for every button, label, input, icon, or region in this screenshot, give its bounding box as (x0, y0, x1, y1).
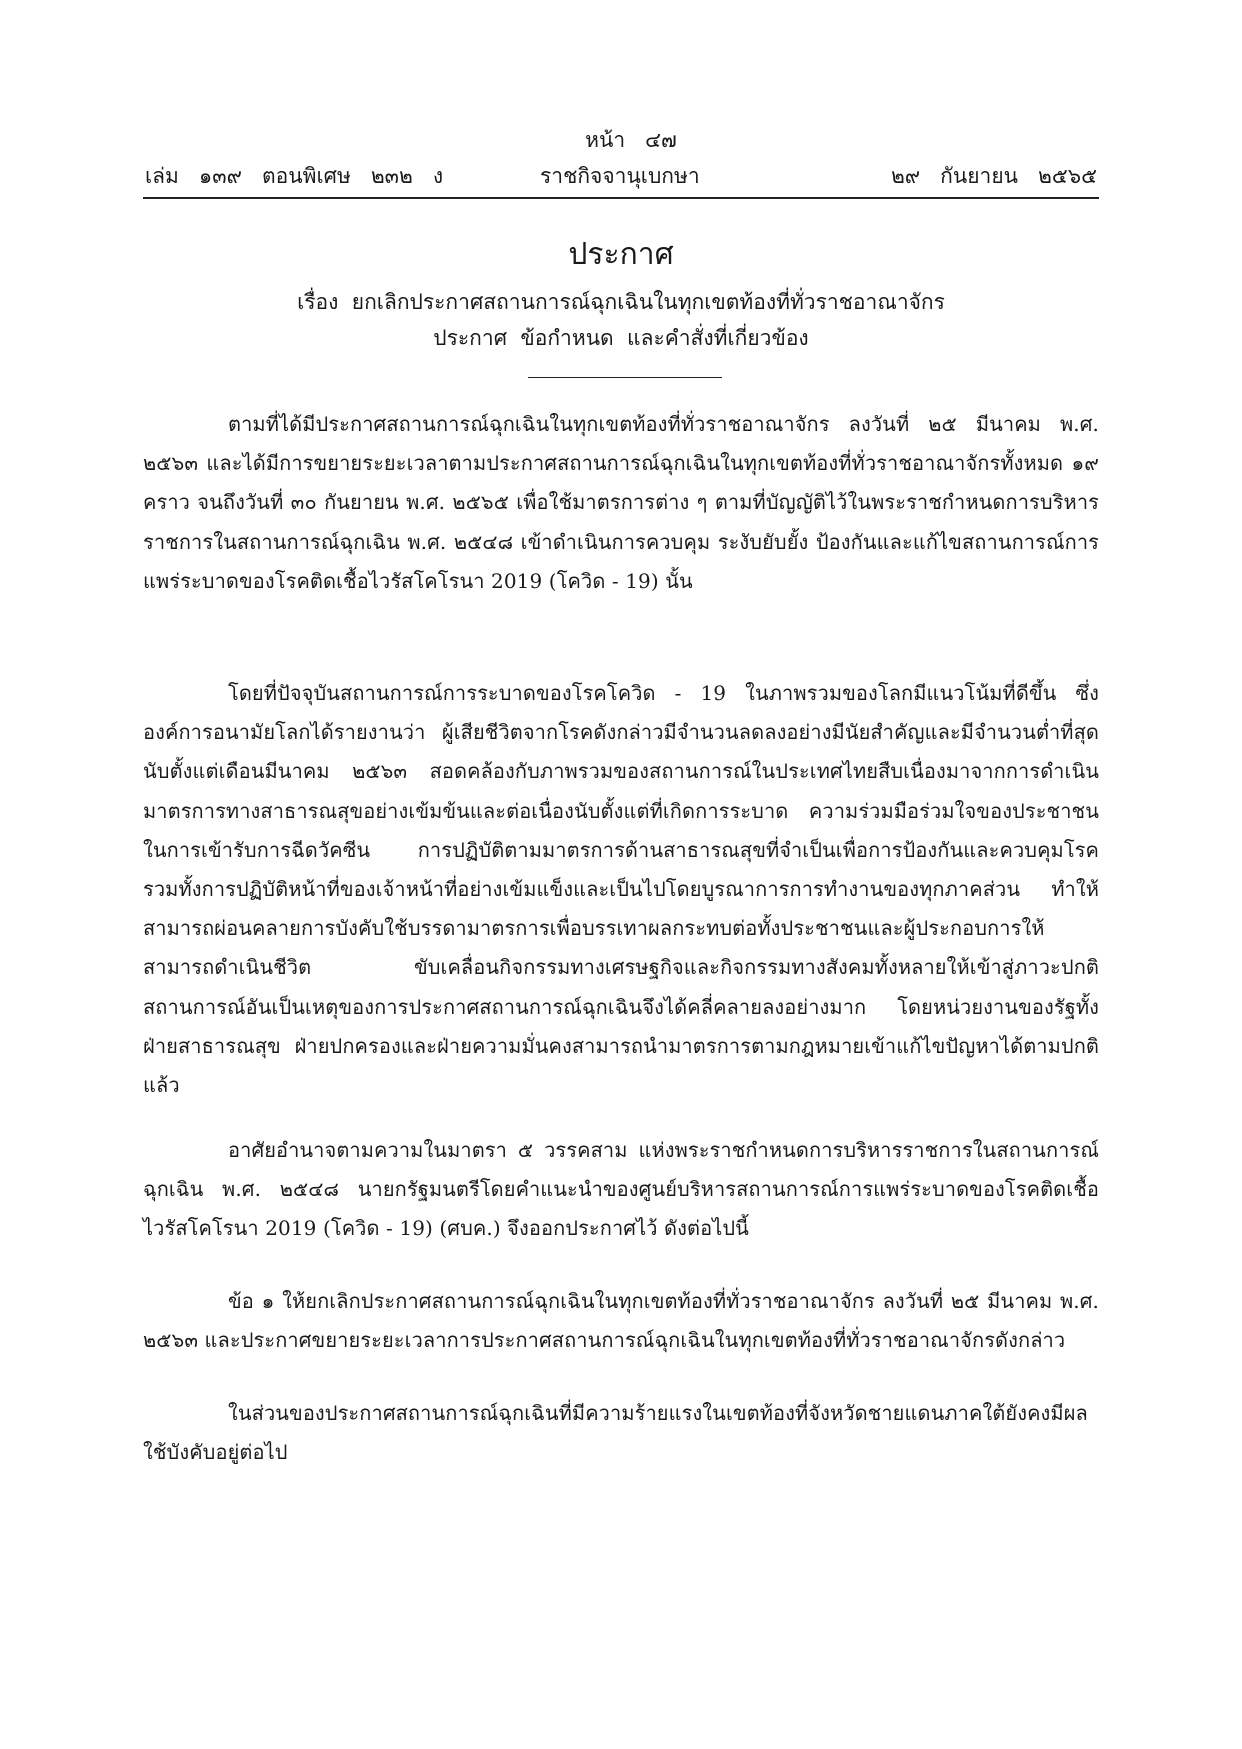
title-divider (528, 377, 722, 378)
document-subject-line-2: ประกาศ ข้อกำหนด และคำสั่งที่เกี่ยวข้อง (433, 326, 809, 350)
paragraph-southern-provinces: ในส่วนของประกาศสถานการณ์ฉุกเฉินที่มีความร้ายแรงในเขตท้องที่จังหวัดชายแดนภาคใต้ยังคงมีผลใช้บังคับอยู่ต่อไป (143, 1401, 1088, 1465)
paragraph-authority: อาศัยอำนาจตามความในมาตรา ๕ วรรคสาม แห่งพระราชกำหนดการบริหารราชการในสถานการณ์ฉุกเฉิน พ.ศ. ๒๕๔๘ นายกรัฐมนตรีโดยคำแนะนำของศูนย์บริหารสถานการณ์การแพร่ระบาดของโรคติดเชื้อไวรัสโคโรนา 2019 (โควิด - 19) (ศบค.) จึงออกประกาศไว้ ดังต่อไปนี้ (143, 1138, 1099, 1241)
gazette-volume: เล่ม ๑๓๙ ตอนพิเศษ ๒๓๒ ง (145, 164, 444, 188)
document-title: ประกาศ (568, 237, 674, 272)
document-subject-line-1: เรื่อง ยกเลิกประกาศสถานการณ์ฉุกเฉินในทุกเขตท้องที่ทั่วราชอาณาจักร (297, 290, 945, 314)
page-number: หน้า ๔๗ (585, 128, 677, 152)
paragraph-clause-1: ข้อ ๑ ให้ยกเลิกประกาศสถานการณ์ฉุกเฉินในทุกเขตท้องที่ทั่วราชอาณาจักร ลงวันที่ ๒๕ มีนาคม พ.ศ. ๒๕๖๓ และประกาศขยายระยะเวลาการประกาศสถานการณ์ฉุกเฉินในทุกเขตท้องที่ทั่วราชอาณาจักรดังกล่าว (143, 1289, 1099, 1353)
header-divider (143, 197, 1099, 199)
paragraph-rationale: โดยที่ปัจจุบันสถานการณ์การระบาดของโรคโควิด - 19 ในภาพรวมของโลกมีแนวโน้มที่ดีขึ้น ซึ่งองค์การอนามัยโลกได้รายงานว่า ผู้เสียชีวิตจากโรคดังกล่าวมีจำนวนลดลงอย่างมีนัยสำคัญและมีจำนวนต่ำที่สุดนับตั้งแต่เดือนมีนาคม ๒๕๖๓ สอดคล้องกับภาพรวมของสถานการณ์ในประเทศไทยสืบเนื่องมาจากการดำเนินมาตรการทางสาธารณสุขอย่างเข้มข้นและต่อเนื่องนับตั้งแต่ที่เกิดการระบาด ความร่วมมือร่วมใจของประชาชนในการเข้ารับการฉีดวัคซีน การปฏิบัติตามมาตรการด้านสาธารณสุขที่จำเป็นเพื่อการป้องกันและควบคุมโรค รวมทั้งการปฏิบัติหน้าที่ของเจ้าหน้าที่อย่างเข้มแข็งและเป็นไปโดยบูรณาการการทำงานของทุกภาคส่วน ทำให้สามารถผ่อนคลายการบังคับใช้บรรดามาตรการเพื่อบรรเทาผลกระทบต่อทั้งประชาชนและผู้ประกอบการให้สามารถดำเนินชีวิต ขับเคลื่อนกิจกรรมทางเศรษฐกิจและกิจกรรมทางสังคมทั้งหลายให้เข้าสู่ภาวะปกติ สถานการณ์อันเป็นเหตุของการประกาศสถานการณ์ฉุกเฉินจึงได้คลี่คลายลงอย่างมาก โดยหน่วยงานของรัฐทั้งฝ่ายสาธารณสุข ฝ่ายปกครองและฝ่ายความมั่นคงสามารถนำมาตรการตามกฎหมายเข้าแก้ไขปัญหาได้ตามปกติแล้ว (143, 681, 1099, 1098)
paragraph-background: ตามที่ได้มีประกาศสถานการณ์ฉุกเฉินในทุกเขตท้องที่ทั่วราชอาณาจักร ลงวันที่ ๒๕ มีนาคม พ.ศ. ๒๕๖๓ และได้มีการขยายระยะเวลาตามประกาศสถานการณ์ฉุกเฉินในทุกเขตท้องที่ทั่วราชอาณาจักรทั้งหมด ๑๙ คราว จนถึงวันที่ ๓๐ กันยายน พ.ศ. ๒๕๖๕ เพื่อใช้มาตรการต่าง ๆ ตามที่บัญญัติไว้ในพระราชกำหนดการบริหารราชการในสถานการณ์ฉุกเฉิน พ.ศ. ๒๕๔๘ เข้าดำเนินการควบคุม ระงับยับยั้ง ป้องกันและแก้ไขสถานการณ์การแพร่ระบาดของโรคติดเชื้อไวรัสโคโรนา 2019 (โควิด - 19) นั้น (143, 412, 1099, 593)
gazette-name: ราชกิจจานุเบกษา (540, 164, 700, 188)
gazette-date: ๒๙ กันยายน ๒๕๖๕ (890, 164, 1097, 188)
